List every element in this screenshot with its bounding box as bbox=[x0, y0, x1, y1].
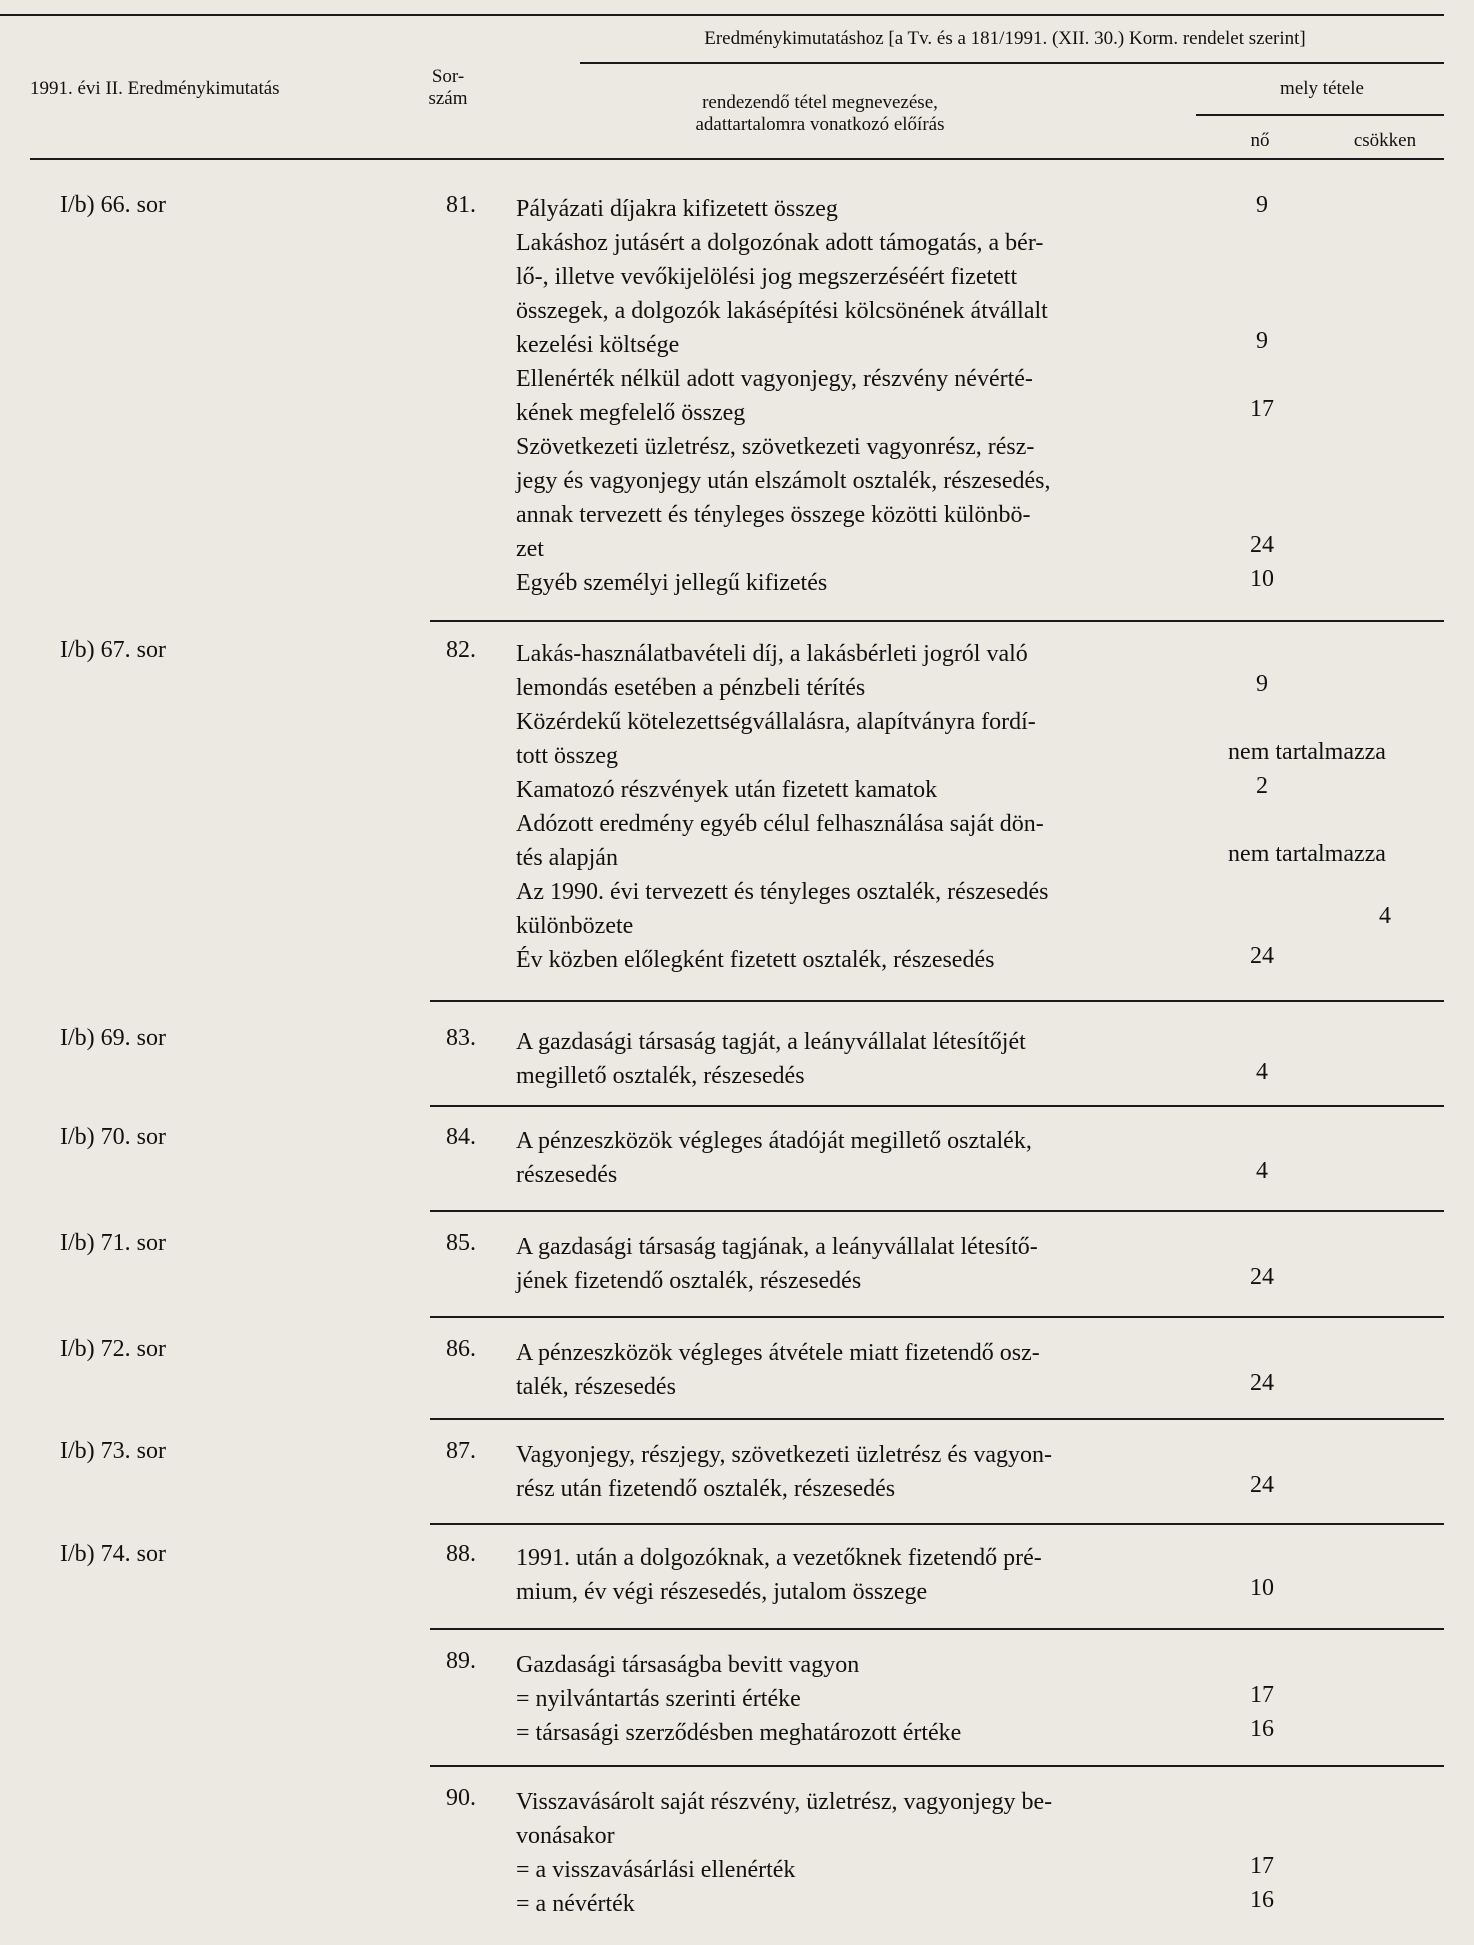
item-description bbox=[516, 430, 1166, 566]
header-sor: Sor- bbox=[431, 66, 465, 87]
row-separator bbox=[430, 1418, 1444, 1420]
item-value: 16 bbox=[1250, 1887, 1274, 1913]
item-value: 24 bbox=[1250, 1370, 1274, 1396]
description-line: Pályázati díjakra kifizetett összeg bbox=[516, 196, 838, 222]
description-line: jegy és vagyonjegy után elszámolt osztalék, részesedés, bbox=[516, 468, 1051, 494]
description-line: 1991. után a dolgozóknak, a vezetőknek fizetendő pré- bbox=[516, 1545, 1042, 1571]
item-description bbox=[516, 1438, 1166, 1506]
header-bottom-rule bbox=[30, 158, 1444, 160]
header-item-title-1: rendezendő tétel megnevezése, bbox=[702, 92, 938, 113]
item-value: 9 bbox=[1256, 671, 1268, 697]
description-line: Lakás-használatbavételi díj, a lakásbérleti jogról való bbox=[516, 641, 1028, 667]
description-line: Adózott eredmény egyéb célul felhasználása saját dön- bbox=[516, 811, 1044, 837]
description-line: lemondás esetében a pénzbeli térítés bbox=[516, 675, 866, 701]
item-description bbox=[516, 1230, 1166, 1298]
item-value: 10 bbox=[1250, 566, 1274, 592]
header-increase: nő bbox=[1250, 130, 1270, 151]
description-line: talék, részesedés bbox=[516, 1374, 676, 1400]
description-line: = a visszavásárlási ellenérték bbox=[516, 1857, 796, 1883]
description-line: összegek, a dolgozók lakásépítési kölcsönének átvállalt bbox=[516, 298, 1048, 324]
row-number: 81. bbox=[446, 192, 476, 218]
item-description bbox=[516, 1785, 1166, 1853]
description-line: Közérdekű kötelezettségvállalásra, alapítványra fordí- bbox=[516, 709, 1036, 735]
item-value: 24 bbox=[1250, 943, 1274, 969]
row-separator bbox=[430, 1105, 1444, 1107]
item-value: 9 bbox=[1256, 328, 1268, 354]
item-description bbox=[516, 1124, 1166, 1192]
description-line: = társasági szerződésben meghatározott értéke bbox=[516, 1720, 962, 1746]
row-separator bbox=[430, 1000, 1444, 1002]
row-number: 84. bbox=[446, 1124, 476, 1150]
description-line: Év közben előlegként fizetett osztalék, részesedés bbox=[516, 947, 995, 973]
header-top-title: Eredménykimutatáshoz [a Tv. és a 181/1991. (XII. 30.) Korm. rendelet szerint] bbox=[704, 28, 1306, 49]
row-number: 86. bbox=[446, 1336, 476, 1362]
item-description bbox=[516, 192, 1166, 226]
item-description bbox=[516, 1025, 1166, 1093]
description-line: A gazdasági társaság tagjának, a leányvállalat létesítő- bbox=[516, 1234, 1038, 1260]
item-description bbox=[516, 1887, 1166, 1921]
item-value: nem tartalmazza bbox=[1228, 739, 1386, 765]
header-szam: szám bbox=[428, 88, 468, 109]
description-line: Ellenérték nélkül adott vagyonjegy, részvény névérté- bbox=[516, 366, 1033, 392]
description-line: A pénzeszközök végleges átvétele miatt fizetendő osz- bbox=[516, 1340, 1040, 1366]
item-value: 17 bbox=[1250, 396, 1274, 422]
row-separator bbox=[430, 1628, 1444, 1630]
section-label: I/b) 70. sor bbox=[60, 1124, 166, 1150]
item-value: nem tartalmazza bbox=[1228, 841, 1386, 867]
row-number: 82. bbox=[446, 637, 476, 663]
row-number: 90. bbox=[446, 1785, 476, 1811]
description-line: A pénzeszközök végleges átadóját megillető osztalék, bbox=[516, 1128, 1032, 1154]
item-value: 4 bbox=[1256, 1059, 1268, 1085]
section-label: I/b) 67. sor bbox=[60, 637, 166, 663]
description-line: Egyéb személyi jellegű kifizetés bbox=[516, 570, 828, 596]
item-description bbox=[516, 705, 1166, 773]
item-value: 17 bbox=[1250, 1682, 1274, 1708]
item-description bbox=[516, 1541, 1166, 1609]
item-value: 16 bbox=[1250, 1716, 1274, 1742]
item-description bbox=[516, 362, 1166, 430]
item-description bbox=[516, 943, 1166, 977]
description-line: zet bbox=[516, 536, 544, 562]
description-line: = nyilvántartás szerinti értéke bbox=[516, 1686, 801, 1712]
header-decrease: csökken bbox=[1353, 130, 1417, 151]
description-line: jének fizetendő osztalék, részesedés bbox=[516, 1268, 862, 1294]
item-value: 4 bbox=[1256, 1158, 1268, 1184]
description-line: kének megfelelő összeg bbox=[516, 400, 746, 426]
item-value: 17 bbox=[1250, 1853, 1274, 1879]
row-separator bbox=[430, 1210, 1444, 1212]
row-number: 88. bbox=[446, 1541, 476, 1567]
description-line: tés alapján bbox=[516, 845, 618, 871]
section-label: I/b) 74. sor bbox=[60, 1541, 166, 1567]
description-line: különbözete bbox=[516, 913, 634, 939]
description-line: = a névérték bbox=[516, 1891, 635, 1917]
section-label: I/b) 73. sor bbox=[60, 1438, 166, 1464]
description-line: rész után fizetendő osztalék, részesedés bbox=[516, 1476, 896, 1502]
item-description bbox=[516, 226, 1166, 362]
item-description bbox=[516, 1682, 1166, 1716]
row-separator bbox=[430, 1523, 1444, 1525]
item-description bbox=[516, 1648, 1166, 1682]
section-label: I/b) 72. sor bbox=[60, 1336, 166, 1362]
header-subrule bbox=[580, 62, 1444, 64]
description-line: Vagyonjegy, részjegy, szövetkezeti üzletrész és vagyon- bbox=[516, 1442, 1053, 1468]
header-which-item: mely tétele bbox=[1280, 78, 1364, 99]
header-item-title-2: adattartalomra vonatkozó előírás bbox=[695, 114, 945, 135]
item-description bbox=[516, 1716, 1166, 1750]
item-description bbox=[516, 637, 1166, 705]
item-value: 24 bbox=[1250, 532, 1274, 558]
item-value: 10 bbox=[1250, 1575, 1274, 1601]
row-separator bbox=[430, 1316, 1444, 1318]
description-line: tott összeg bbox=[516, 743, 618, 769]
description-line: lő-, illetve vevőkijelölési jog megszerzéséért fizetett bbox=[516, 264, 1018, 290]
description-line: Szövetkezeti üzletrész, szövetkezeti vagyonrész, rész- bbox=[516, 434, 1035, 460]
description-line: vonásakor bbox=[516, 1823, 615, 1849]
top-rule bbox=[0, 14, 1444, 16]
item-value: 4 bbox=[1379, 903, 1391, 929]
item-description bbox=[516, 875, 1166, 943]
description-line: Kamatozó részvények után fizetett kamatok bbox=[516, 777, 938, 803]
header-which-rule bbox=[1196, 114, 1444, 116]
item-value: 24 bbox=[1250, 1472, 1274, 1498]
item-value: 24 bbox=[1250, 1264, 1274, 1290]
row-separator bbox=[430, 1765, 1444, 1767]
description-line: részesedés bbox=[516, 1162, 618, 1188]
item-value: 9 bbox=[1256, 192, 1268, 218]
item-description bbox=[516, 807, 1166, 875]
item-description bbox=[516, 566, 1166, 600]
description-line: Gazdasági társaságba bevitt vagyon bbox=[516, 1652, 860, 1678]
row-separator bbox=[430, 620, 1444, 622]
description-line: annak tervezett és tényleges összege közötti különbö- bbox=[516, 502, 1031, 528]
section-label: I/b) 69. sor bbox=[60, 1025, 166, 1051]
section-label: I/b) 66. sor bbox=[60, 192, 166, 218]
item-description bbox=[516, 1336, 1166, 1404]
row-number: 89. bbox=[446, 1648, 476, 1674]
item-value: 2 bbox=[1256, 773, 1268, 799]
description-line: mium, év végi részesedés, jutalom összege bbox=[516, 1579, 928, 1605]
row-number: 87. bbox=[446, 1438, 476, 1464]
header-left-title: 1991. évi II. Eredménykimutatás bbox=[30, 78, 280, 99]
item-description bbox=[516, 1853, 1166, 1887]
section-label: I/b) 71. sor bbox=[60, 1230, 166, 1256]
description-line: Visszavásárolt saját részvény, üzletrész, vagyonjegy be- bbox=[516, 1789, 1053, 1815]
description-line: Az 1990. évi tervezett és tényleges osztalék, részesedés bbox=[516, 879, 1049, 905]
description-line: kezelési költsége bbox=[516, 332, 680, 358]
description-line: A gazdasági társaság tagját, a leányvállalat létesítőjét bbox=[516, 1029, 1026, 1055]
row-number: 83. bbox=[446, 1025, 476, 1051]
description-line: megillető osztalék, részesedés bbox=[516, 1063, 805, 1089]
description-line: Lakáshoz jutásért a dolgozónak adott támogatás, a bér- bbox=[516, 230, 1044, 256]
row-number: 85. bbox=[446, 1230, 476, 1256]
item-description bbox=[516, 773, 1166, 807]
